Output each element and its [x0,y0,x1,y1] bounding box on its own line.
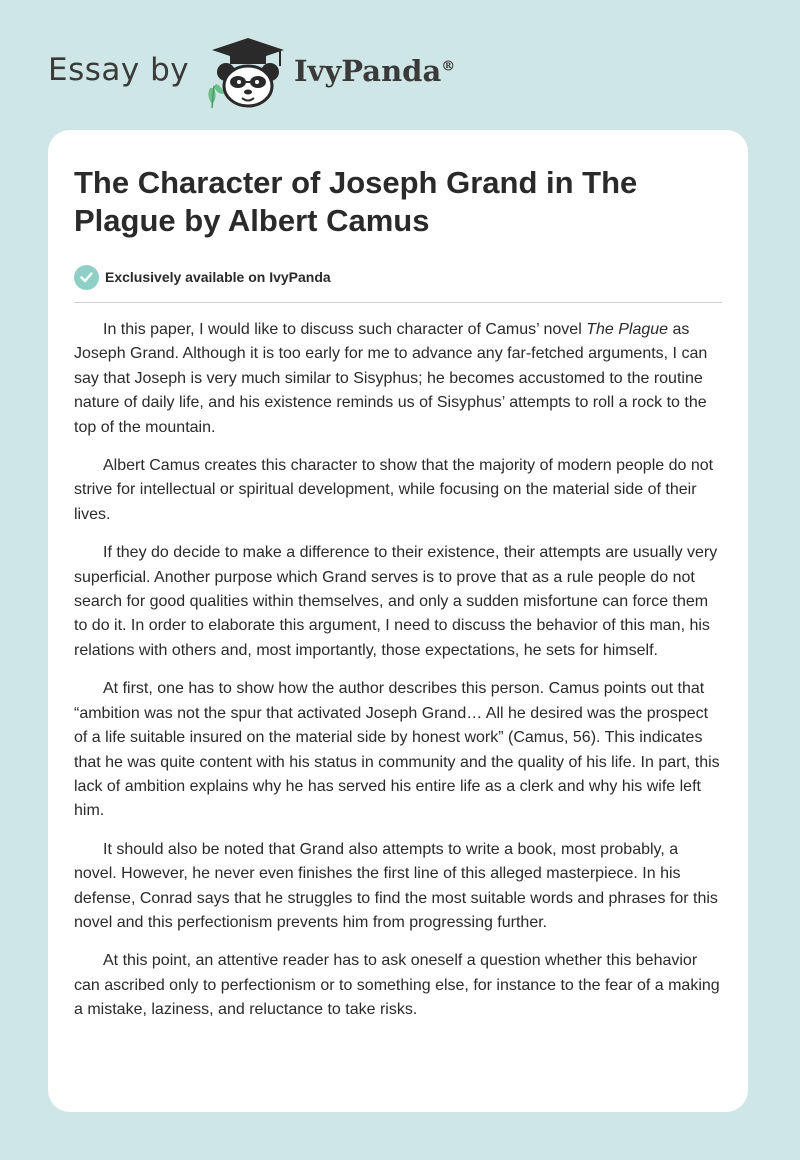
site-header [48,36,528,110]
paragraph-2: Albert Camus creates this character to show that the majority of modern people do not strive for intellectual or spiritual development, while focusing on the material side of their lives. [74,457,714,523]
registered-mark: ® [441,58,456,75]
paragraph-4: At first, one has to show how the author describes this person. Camus points out that “ambition was not the spur that activated Joseph Grand… All he desired was the prospect of a life suitable insured on the material side by honest work” (Camus, 56). This indicates that he was quite content with his status in community and the quality of his life. In part, this lack of ambition explains why he has served his entire life as a clerk and why his wife left him. [74,680,720,820]
paragraph-3: If they do decide to make a difference to their existence, their attempts are usually very superficial. Another purpose which Grand serves is to prove that as a rule people do not search for good qualities within themselves, and only a sudden misfortune can force them to do it. In order to elaborate this argument, I need to discuss the behavior of this man, his relations with others and, most importantly, those expectations, he sets for himself. [74,544,718,659]
essay-card [48,130,748,1112]
paragraph-1: In this paper, I would like to discuss such character of Camus’ novel The Plague as Joseph Grand. Although it is too early for me to advance any far-fetched arguments, I can say that Joseph is very much similar to Sisyphus; he becomes accustomed to the routine nature of daily life, and his existence reminds us of Sisyphus’ attempts to roll a rock to the top of the mountain. [74,321,708,436]
divider [74,302,722,303]
brand-name[interactable]: IvyPanda® [294,54,456,88]
paragraph-5: It should also be noted that Grand also attempts to write a book, most probably, a novel. However, he never even finishes the first line of this alleged masterpiece. In his defense, Conrad says that he struggles to find the most suitable words and phrases for this novel and this perfectionism prevents him from progressing further. [74,840,718,931]
essay-by-label: Essay by [48,52,190,88]
page-title: The Character of Joseph Grand in The Plague by Albert Camus [74,165,638,238]
exclusive-label: Exclusively available on IvyPanda [105,269,331,285]
paragraph-6: At this point, an attentive reader has to ask oneself a question whether this behavior can ascribed only to perfectionism or to something else, for instance to the fear of a making a mistake, laziness, and reluctance to take risks. [74,952,720,1019]
exclusive-badge [74,264,331,290]
novel-title: The Plague [586,321,669,338]
check-icon [74,265,99,290]
panda-graduate-icon[interactable] [204,36,290,115]
essay-body [74,318,724,1037]
